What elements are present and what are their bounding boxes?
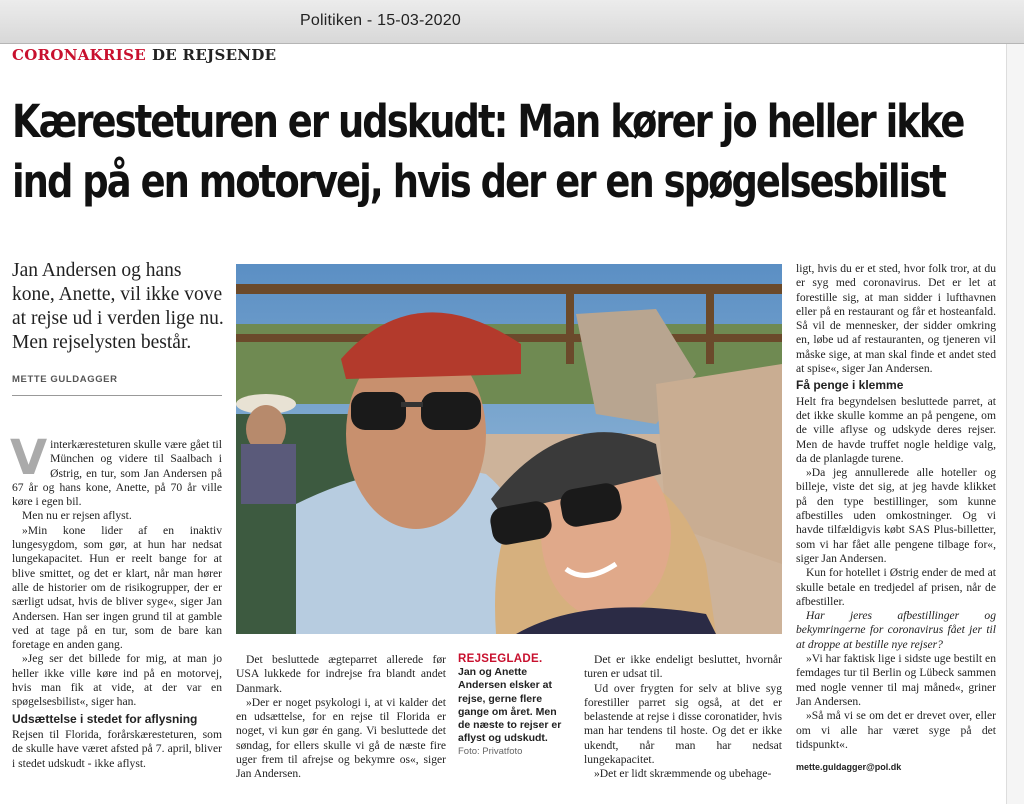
body-paragraph: »Det er lidt skræmmende og ubehage-	[594, 767, 772, 781]
article-lead: Jan Andersen og hans kone, Anette, vil ikke vove at rejse ud i verden lige nu. Men rejselysten består.	[12, 260, 224, 353]
body-paragraph: ligt, hvis du er et sted, hvor folk tror, at du er syg med coronavirus. Det er let at forestille sig, at man sidder i lufthavnen eller på en restaurant og får et hosteanfald. Så vil de mennesker, der sidder omkring en, løbe ud af restauranten, og tjeneren vil måske sige, at man skal finde et andet sted at spise«, siger Jan Andersen.	[796, 262, 996, 376]
page-margin	[1006, 44, 1024, 804]
headline-line-1: Kæresteturen er udskudt: Man kører jo heller ikke	[12, 95, 964, 148]
body-paragraph: Ud over frygten for selv at blive syg forestiller parret sig også, at det er belastende at rejse i disse coronatider, hvis man har tendens til hoste. Og det er ikke ukendt, når man har nedsat lungekapacitet.	[584, 681, 782, 767]
interview-question: Har jeres afbestillinger og bekymringerne for coronavirus fået jer til at droppe at bestille nye rejser?	[796, 609, 996, 651]
body-paragraph: Helt fra begyndelsen besluttede parret, at det ikke skulle komme an på pengene, om de ville aflyse og udskyde deres rejser. Men de havde truffet nogle heldige valg, da de planlagde turene.	[796, 394, 996, 465]
body-paragraph: Det er ikke endeligt besluttet, hvornår turen er udsat til.	[584, 653, 782, 681]
article-headline	[12, 92, 996, 212]
selfie-photo-illustration	[236, 264, 782, 634]
kicker-series: DE REJSENDE	[151, 46, 277, 64]
drop-cap: V	[10, 430, 48, 486]
body-paragraph: Men nu er rejsen aflyst.	[22, 509, 132, 523]
body-column-4	[796, 262, 996, 774]
photo-credit: Foto: Privatfoto	[458, 746, 523, 758]
body-column-1	[10, 430, 222, 771]
byline: METTE GULDAGGER	[12, 374, 118, 385]
body-paragraph: interkæresteturen skulle være gået til München og videre til Saalbach i Østrig, en tur, som Jan Andersen på 67 år og hans kone, Anette, på 70 år ville køre i egen bil.	[12, 438, 222, 509]
body-column-3	[584, 653, 782, 782]
byline-divider	[12, 395, 222, 396]
body-paragraph: Det besluttede ægteparret allerede før USA lukkede for indrejse fra blandt andet Danmark.	[236, 653, 446, 695]
photo-caption	[458, 653, 568, 759]
subheading: Få penge i klemme	[796, 378, 904, 393]
caption-text: Jan og Anette Andersen elsker at rejse, gerne flere gange om året. Men de næste to rejser er aflyst og udskudt.	[458, 666, 562, 745]
body-column-2	[236, 653, 446, 782]
body-paragraph: »Min kone lider af en inaktiv lungesygdom, som gør, at hun har nedsat lungekapacitet. Hun er reelt bange for at blive smittet, og det er klart, når man hører alle de historier om de risikogrupper, der er særligt udsat, hvis de bliver syge«, siger Jan Andersen. Han ser ingen grund til at gamble ved at tage på en tur, som de bare kan foretage en anden gang.	[12, 523, 222, 652]
kicker-section: CORONAKRISE	[12, 46, 146, 64]
body-paragraph: Kun for hotellet i Østrig ender de med at skulle betale en tredjedel af prisen, når de afbestiller.	[796, 566, 996, 608]
body-paragraph: »Vi har faktisk lige i sidste uge bestilt en femdages tur til Berlin og Lübeck sammen med nogle venner til maj måned«, griner Jan Andersen.	[796, 652, 996, 708]
window-titlebar	[0, 0, 1024, 44]
body-paragraph: »Så må vi se om det er drevet over, eller om vi alle har været syge på det tidspunkt«.	[796, 709, 996, 751]
author-email: mette.guldagger@pol.dk	[796, 762, 902, 773]
section-kicker	[12, 46, 276, 64]
body-paragraph: »Jeg ser det billede for mig, at man jo heller ikke ville køre ind på en motorvej, hvis man fik at vide, at der var en spøgelsesbilist«, siger han.	[12, 652, 222, 709]
body-paragraph: Rejsen til Florida, forårskæresteturen, som de skulle have været afsted på 7. april, bliver i stedet udskudt - ikke aflyst.	[12, 727, 222, 770]
subheading: Udsættelse i stedet for aflysning	[12, 711, 198, 726]
body-paragraph: »Da jeg annullerede alle hoteller og billeje, viste det sig, at jeg havde klikket på den type bestillinger, som kunne afbestilles uden omkostninger. Og vi havde tilfældigvis købt SAS Plus-billetter, som vi har fået alle pengene tilbage for«, siger Jan Andersen.	[796, 466, 996, 565]
newspaper-page	[0, 44, 1006, 804]
article-photo	[236, 264, 782, 634]
headline-line-2: ind på en motorvej, hvis der er en spøgelsesbilist	[12, 155, 945, 208]
window-title: Politiken - 15-03-2020	[300, 12, 461, 29]
caption-tag: REJSEGLADE.	[458, 653, 543, 665]
body-paragraph: »Der er noget psykologi i, at vi kalder det en udsættelse, for en rejse til Florida er noget, vi kun gør én gang. Vi besluttede det søndag, for ellers skulle vi gå de næste fire uger frem til afrejse og bekymre os«, siger Jan Andersen.	[236, 695, 446, 781]
